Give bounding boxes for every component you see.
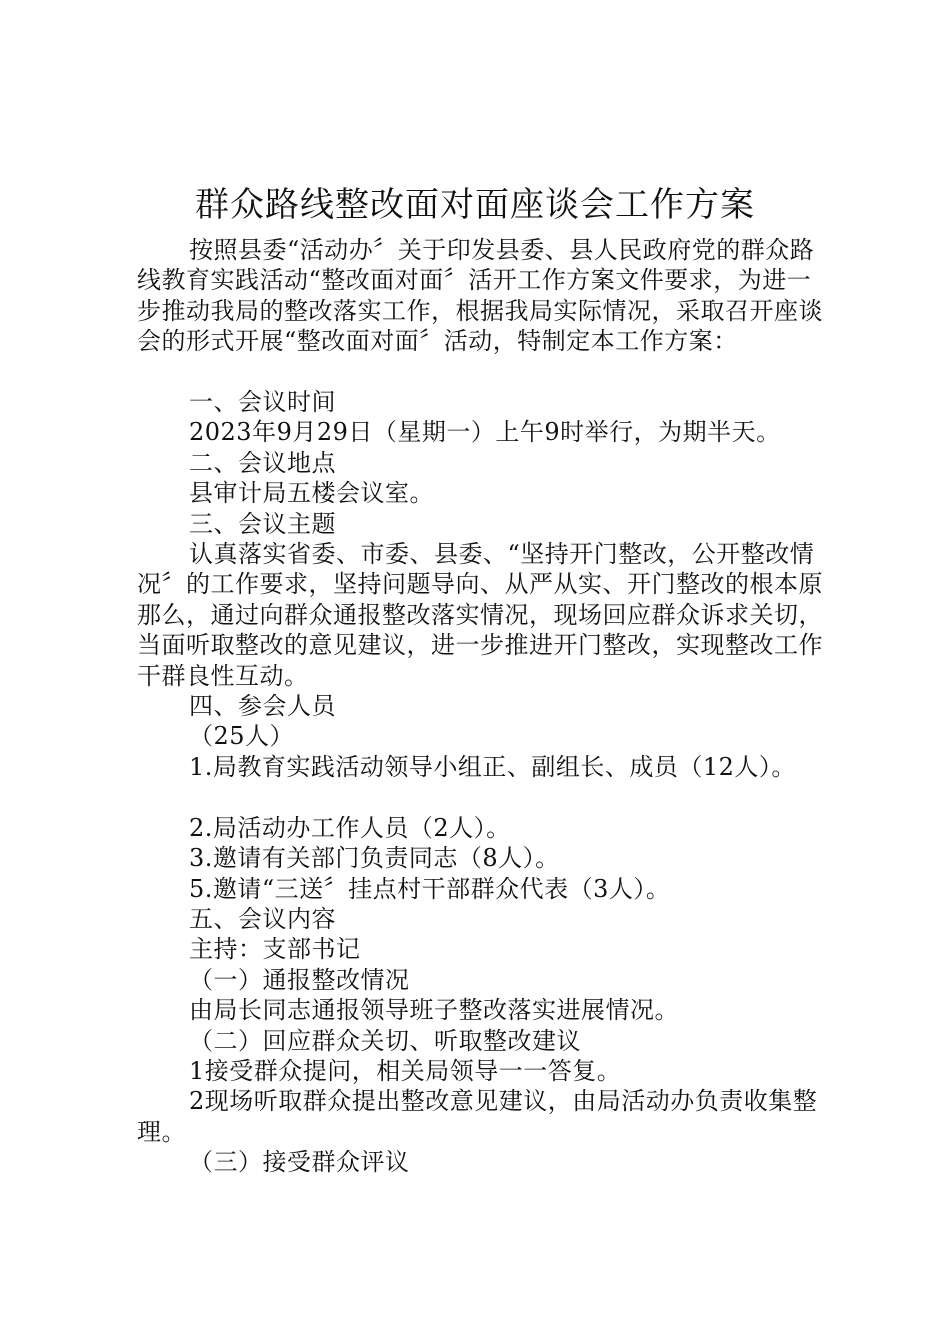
content-item-2-text-2: 2现场听取群众提出整改意见建议，由局活动办负责收集整理。 bbox=[137, 1087, 818, 1146]
attendee-item-2: 2.局活动办工作人员（2人）。 bbox=[189, 813, 511, 842]
content-item-2-text-1: 1接受群众提问，相关局领导一一答复。 bbox=[189, 1056, 622, 1085]
section-time-heading: 一、会议时间 bbox=[189, 388, 336, 417]
meeting-host: 主持：支部书记 bbox=[189, 935, 361, 964]
content-item-3-heading: （三）接受群众评议 bbox=[189, 1148, 410, 1177]
content-item-1-heading: （一）通报整改情况 bbox=[189, 965, 410, 994]
attendee-item-1: 1.局教育实践活动领导小组正、副组长、成员（12人）。 bbox=[189, 752, 796, 781]
blank-line bbox=[137, 357, 827, 387]
attendee-item-5: 5.邀请“三送〞挂点村干部群众代表（3人）。 bbox=[189, 874, 671, 903]
content-item-1-text: 由局长同志通报领导班子整改落实进展情况。 bbox=[189, 996, 679, 1025]
attendees-count: （25人） bbox=[189, 722, 295, 751]
document-title: 群众路线整改面对面座谈会工作方案 bbox=[195, 185, 755, 225]
section-place-text: 县审计局五楼会议室。 bbox=[189, 479, 434, 508]
intro-paragraph: 按照县委“活动办〞关于印发县委、县人民政府党的群众路线教育实践活动“整改面对面〞活开工作方案文件要求，为进一步推动我局的整改落实工作，根据我局实际情况，采取召开座谈会的形式开展“整改面对面〞活动，特制定本工作方案： bbox=[137, 236, 823, 356]
section-content-heading: 五、会议内容 bbox=[189, 904, 336, 933]
content-item-2-heading: （二）回应群众关切、听取整改建议 bbox=[189, 1026, 581, 1055]
section-attendees-heading: 四、参会人员 bbox=[189, 692, 336, 721]
section-place-heading: 二、会议地点 bbox=[189, 448, 336, 477]
section-theme-text: 认真落实省委、市委、县委、“坚持开门整改，公开整改情况〞的工作要求，坚持问题导向、从严从实、开门整改的根本原那么，通过向群众通报整改落实情况，现场回应群众诉求关切，当面听取整改的意见建议，进一步推进开门整改，实现整改工作干群良性互动。 bbox=[137, 540, 823, 690]
document-body bbox=[137, 235, 827, 1178]
section-theme-heading: 三、会议主题 bbox=[189, 509, 336, 538]
section-time-text: 2023年9月29日（星期一）上午9时举行，为期半天。 bbox=[189, 418, 781, 447]
attendee-item-3: 3.邀请有关部门负责同志（8人）。 bbox=[189, 844, 560, 873]
blank-line bbox=[137, 782, 827, 812]
